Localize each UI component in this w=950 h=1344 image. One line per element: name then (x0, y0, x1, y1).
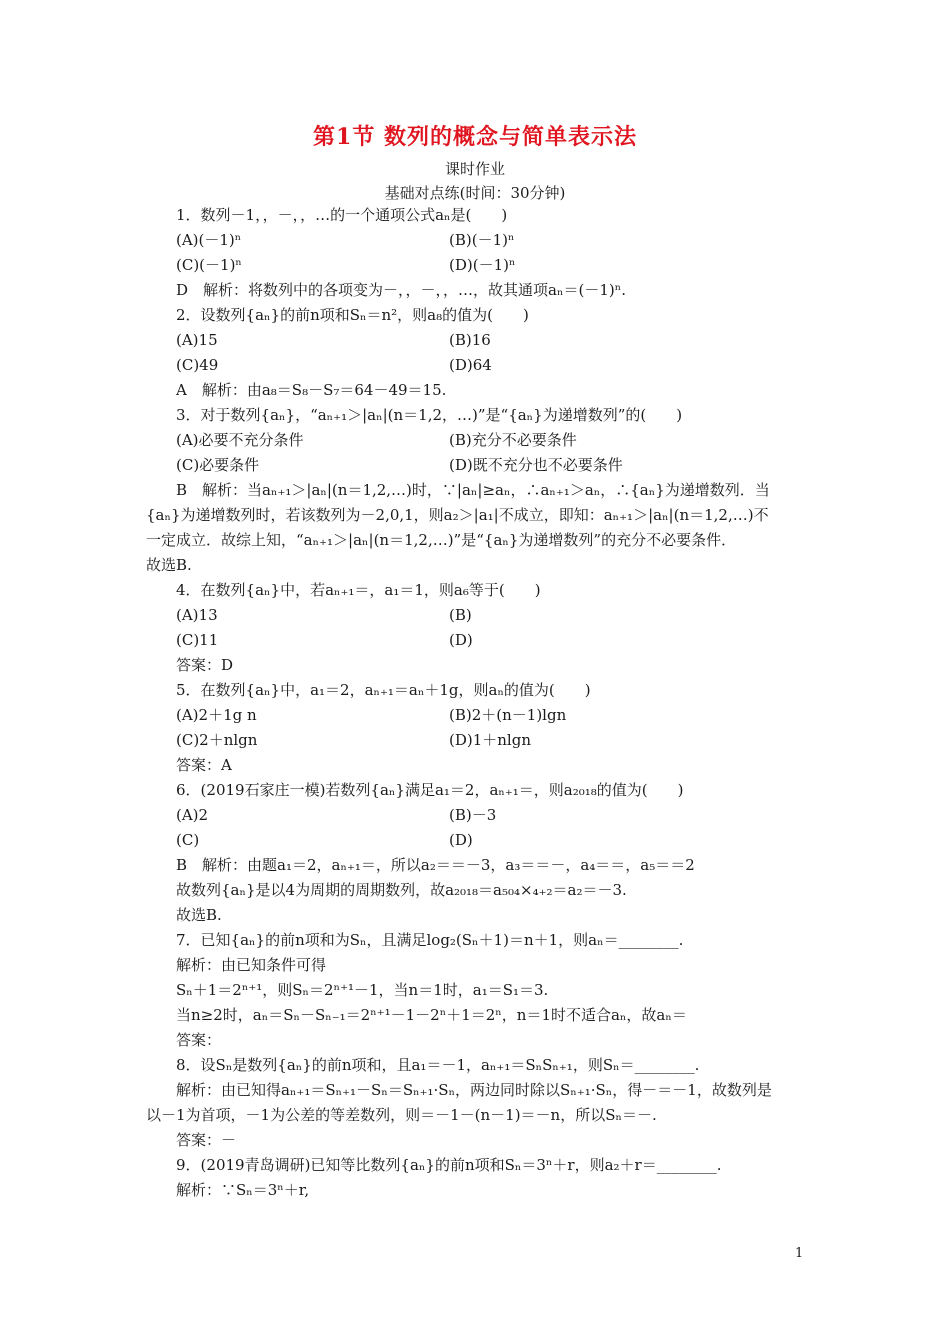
option-a: (A)2＋1g n (176, 706, 257, 724)
option-d: (D)(－1)ⁿ (449, 256, 516, 274)
option-a: (A)13 (176, 606, 218, 624)
explanation-line: 当n≥2时，aₙ＝Sₙ－Sₙ₋₁＝2ⁿ⁺¹－1－2ⁿ＋1＝2ⁿ，n＝1时不适合aₙ，故aₙ＝ (176, 1006, 687, 1024)
explanation-line: 故选B. (146, 556, 192, 574)
option-b: (B)充分不必要条件 (449, 431, 577, 449)
option-c: (C)必要条件 (176, 456, 260, 474)
answer-line: D 解析：将数列中的各项变为－，，－，，…，故其通项aₙ＝(－1)ⁿ. (176, 281, 626, 299)
option-b: (B)－3 (449, 806, 497, 824)
question-4: 4．在数列{aₙ}中，若aₙ₊₁＝，a₁＝1，则a₆等于( ) (176, 581, 541, 599)
answer-line: 答案：－ (176, 1131, 237, 1149)
question-8: 8．设Sₙ是数列{aₙ}的前n项和，且a₁＝－1，aₙ₊₁＝SₙSₙ₊₁，则Sₙ＝________. (176, 1056, 700, 1074)
explanation-line: 解析：由已知得aₙ₊₁＝Sₙ₊₁－Sₙ＝Sₙ₊₁·Sₙ，两边同时除以Sₙ₊₁·Sₙ，得－＝－1，故数列是 (176, 1081, 772, 1099)
explanation-line: B 解析：由题a₁＝2，aₙ₊₁＝，所以a₂＝＝－3，a₃＝＝－，a₄＝＝，a₅＝＝2 (176, 856, 695, 874)
option-c: (C)2＋nlgn (176, 731, 258, 749)
question-2: 2．设数列{aₙ}的前n项和Sₙ＝n²，则a₈的值为( ) (176, 306, 529, 324)
question-7: 7．已知{aₙ}的前n项和为Sₙ，且满足log₂(Sₙ＋1)＝n＋1，则aₙ＝________. (176, 931, 684, 949)
option-b: (B)16 (449, 331, 491, 349)
option-d: (D) (449, 831, 473, 849)
explanation-line: 解析：由已知条件可得 (176, 956, 327, 974)
question-1: 1．数列－1，，－，，…的一个通项公式aₙ是( ) (176, 206, 508, 224)
option-d: (D)既不充分也不必要条件 (449, 456, 623, 474)
option-a: (A)必要不充分条件 (176, 431, 304, 449)
explanation-line: {aₙ}为递增数列时，若该数列为－2,0,1，则a₂＞|a₁|不成立，即知：aₙ₊₁＞|aₙ|(n＝1,2,…)不 (146, 506, 769, 524)
option-a: (A)15 (176, 331, 218, 349)
explanation-line: B 解析：当aₙ₊₁＞|aₙ|(n＝1,2,…)时，∵|aₙ|≥aₙ，∴aₙ₊₁＞aₙ，∴{aₙ}为递增数列．当 (176, 481, 770, 499)
option-a: (A)2 (176, 806, 209, 824)
explanation-line: 一定成立．故综上知，“aₙ₊₁＞|aₙ|(n＝1,2,…)”是“{aₙ}为递增数列”的充分不必要条件． (146, 531, 737, 549)
answer-line: A 解析：由a₈＝S₈－S₇＝64－49＝15. (176, 381, 447, 399)
explanation-line: Sₙ＋1＝2ⁿ⁺¹，则Sₙ＝2ⁿ⁺¹－1，当n＝1时，a₁＝S₁＝3. (176, 981, 549, 999)
option-c: (C)(－1)ⁿ (176, 256, 242, 274)
question-3: 3．对于数列{aₙ}，“aₙ₊₁＞|aₙ|(n＝1,2，…)”是“{aₙ}为递增数列”的( ) (176, 406, 683, 424)
answer-line: 答案：D (176, 656, 234, 674)
option-b: (B)2＋(n－1)lgn (449, 706, 567, 724)
question-6: 6．(2019石家庄一模)若数列{aₙ}满足a₁＝2，aₙ₊₁＝，则a₂₀₁₈的值为( ) (176, 781, 684, 799)
option-a: (A)(－1)ⁿ (176, 231, 242, 249)
answer-line: 答案： (176, 1031, 222, 1049)
question-5: 5．在数列{aₙ}中，a₁＝2，aₙ₊₁＝aₙ＋1g，则aₙ的值为( ) (176, 681, 591, 699)
option-b: (B)(－1)ⁿ (449, 231, 515, 249)
answer-line: 答案：A (176, 756, 232, 774)
subtitle: 课时作业 (444, 160, 505, 178)
option-d: (D)64 (449, 356, 492, 374)
option-c: (C) (176, 831, 200, 849)
explanation-line: 故数列{aₙ}是以4为周期的周期数列，故a₂₀₁₈＝a₅₀₄×₄₊₂＝a₂＝－3. (176, 881, 627, 899)
option-d: (D)1＋nlgn (449, 731, 531, 749)
explanation-line: 故选B. (176, 906, 222, 924)
explanation-line: 以－1为首项，－1为公差的等差数列，则＝－1－(n－1)＝－n，所以Sₙ＝－. (146, 1106, 657, 1124)
page-title: 第1节 数列的概念与简单表示法 (313, 124, 637, 150)
option-c: (C)11 (176, 631, 219, 649)
option-d: (D) (449, 631, 473, 649)
option-b: (B) (449, 606, 472, 624)
explanation-line: 解析：∵Sₙ＝3ⁿ＋r, (176, 1181, 310, 1199)
section-heading: 基础对点练(时间：30分钟) (384, 184, 566, 202)
page-number: 1 (795, 1246, 804, 1261)
question-9: 9．(2019青岛调研)已知等比数列{aₙ}的前n项和Sₙ＝3ⁿ＋r，则a₂＋r＝________. (176, 1156, 722, 1174)
option-c: (C)49 (176, 356, 219, 374)
